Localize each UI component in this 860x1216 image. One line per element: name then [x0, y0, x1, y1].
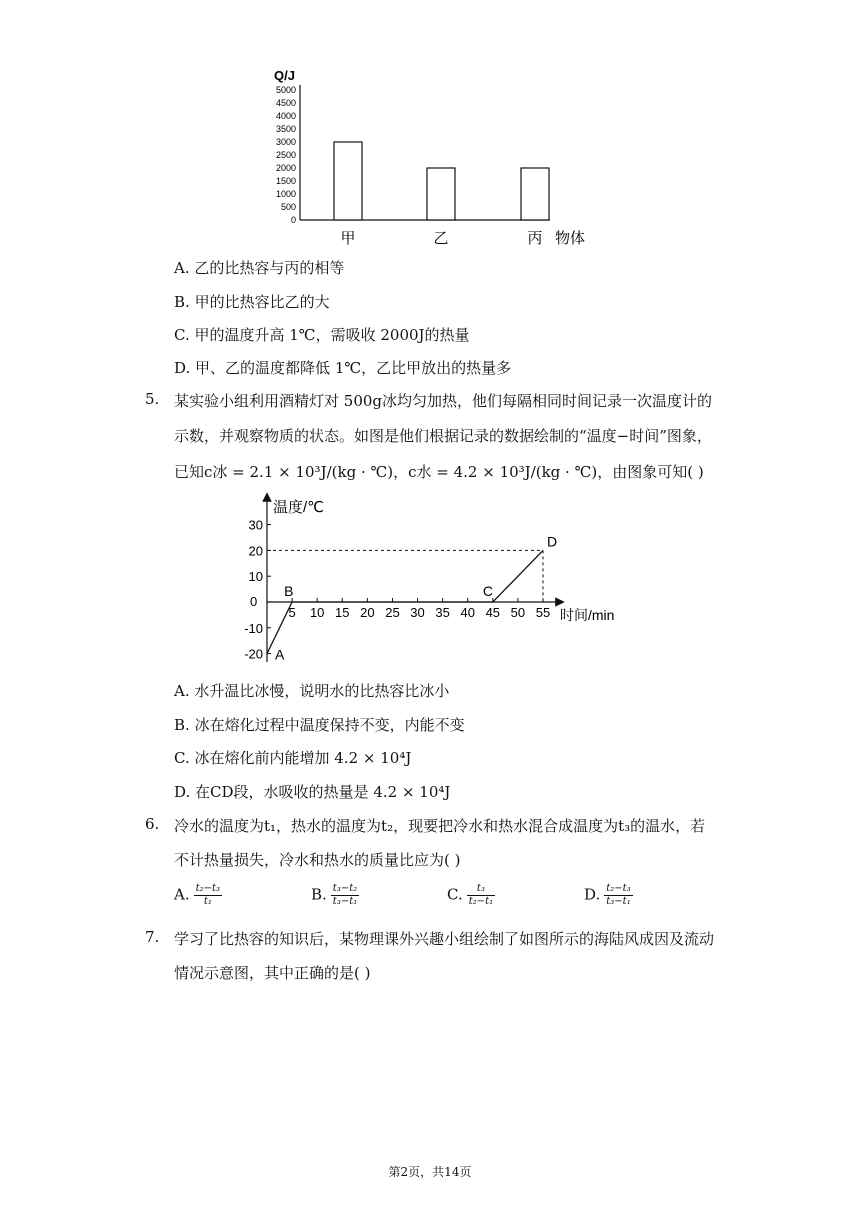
bar-chart: [260, 60, 600, 250]
x-tick-label: 25: [385, 605, 400, 620]
y-tick-label: 2500: [275, 150, 296, 160]
q5-line1: 某实验小组利用酒精灯对 500g冰均匀加热，他们每隔相同时间记录一次温度计的: [174, 392, 713, 410]
x-tick-label: 10: [309, 605, 325, 620]
y-tick-label: 4000: [275, 111, 296, 121]
q6-number: 6.: [145, 815, 160, 833]
q5-option-a: A. 水升温比冰慢，说明水的比热容比冰小: [174, 682, 450, 700]
x-tick-label: 30: [410, 605, 425, 620]
x-tick-label: 55: [535, 605, 551, 620]
category-label: 乙: [433, 230, 449, 247]
x-tick-label: 35: [435, 605, 450, 620]
q5-option-b: B. 冰在熔化过程中温度保持不变，内能不变: [174, 716, 465, 734]
x-tick-label: 40: [460, 605, 475, 620]
q5-line2: 示数，并观察物质的状态。如图是他们根据记录的数据绘制的“温度−时间”图象，: [174, 427, 712, 445]
y-axis-label: Q/J: [274, 68, 295, 83]
q6-line1: 冷水的温度为t₁，热水的温度为t₂，现要把冷水和热水混合成温度为t₃的温水，若: [174, 817, 706, 835]
q5-option-d: D. 在CD段，水吸收的热量是 4.2 × 10⁴J: [174, 783, 451, 801]
q4-option-d: D. 甲、乙的温度都降低 1℃，乙比甲放出的热量多: [174, 359, 512, 377]
point-label-d: D: [547, 533, 558, 550]
y-tick-label: 3500: [275, 124, 296, 134]
q5-option-c: C. 冰在熔化前内能增加 4.2 × 10⁴J: [174, 749, 412, 767]
x-tick-label: 15: [335, 605, 350, 620]
y-tick-label: 5000: [275, 85, 296, 95]
q4-option-a: A. 乙的比热容与丙的相等: [174, 259, 345, 277]
y-tick-label: 30: [248, 517, 263, 533]
x-axis-label: 时间/min: [560, 607, 615, 623]
y-tick-label: -20: [244, 646, 263, 662]
y-tick-label: 20: [248, 543, 263, 559]
q5-number: 5.: [145, 390, 160, 408]
q7-line1: 学习了比热容的知识后，某物理课外兴趣小组绘制了如图所示的海陆风成因及流动: [174, 930, 715, 948]
x-tick-label: 5: [288, 605, 296, 620]
origin-label: 0: [250, 594, 258, 609]
y-tick-label: 1500: [275, 176, 296, 186]
x-tick-label: 50: [510, 605, 526, 620]
q6-line2: 不计热量损失，冷水和热水的质量比应为( ): [174, 851, 461, 869]
q6-option-d: D. $\frac{\text{t₂−t₃}}{\text{t₃−t₁}}$: [584, 883, 631, 907]
q5-line3: 已知c冰 = 2.1 × 10³J/(kg · ℃)，c水 = 4.2 × 10³J/(kg · ℃)，由图象可知( ): [174, 463, 704, 481]
y-tick-label: 10: [248, 569, 263, 585]
q7-line2: 情况示意图，其中正确的是( ): [174, 964, 371, 982]
q4-option-b: B. 甲的比热容比乙的大: [174, 293, 330, 311]
y-tick-label: 0: [290, 215, 296, 225]
point-label-c: C: [482, 583, 493, 599]
q4-option-c: C. 甲的温度升高 1℃，需吸收 2000J的热量: [174, 326, 470, 344]
temperature-time-chart: [230, 492, 630, 667]
y-tick-label: -10: [244, 620, 263, 636]
category-label: 甲: [340, 230, 356, 247]
bar: [521, 168, 549, 220]
q7-number: 7.: [145, 928, 160, 946]
y-tick-label: 1000: [275, 189, 296, 199]
q6-option-c: C. $\frac{\text{t₃}}{\text{t₂−t₁}}$: [447, 883, 494, 907]
y-tick-label: 500: [280, 202, 296, 212]
bar: [427, 168, 455, 220]
page-footer: 第2页，共14页: [388, 1165, 472, 1179]
x-tick-label: 45: [485, 605, 501, 620]
x-tick-label: 20: [360, 605, 375, 620]
x-axis-label: 物体: [555, 230, 586, 247]
y-tick-label: 4500: [275, 98, 296, 108]
point-label-a: A: [275, 646, 285, 663]
q6-option-b: B. $\frac{\text{t₃−t₂}}{\text{t₃−t₁}}$: [311, 883, 358, 907]
category-label: 丙: [527, 230, 543, 247]
y-tick-label: 2000: [275, 163, 296, 173]
point-label-b: B: [284, 583, 294, 599]
bar: [334, 142, 362, 220]
q6-option-a: A. $\frac{\text{t₂−t₃}}{\text{t₁}}$: [174, 883, 221, 907]
y-tick-label: 3000: [275, 137, 296, 147]
y-axis-label: 温度/℃: [273, 499, 325, 516]
q6-options: [174, 883, 694, 913]
